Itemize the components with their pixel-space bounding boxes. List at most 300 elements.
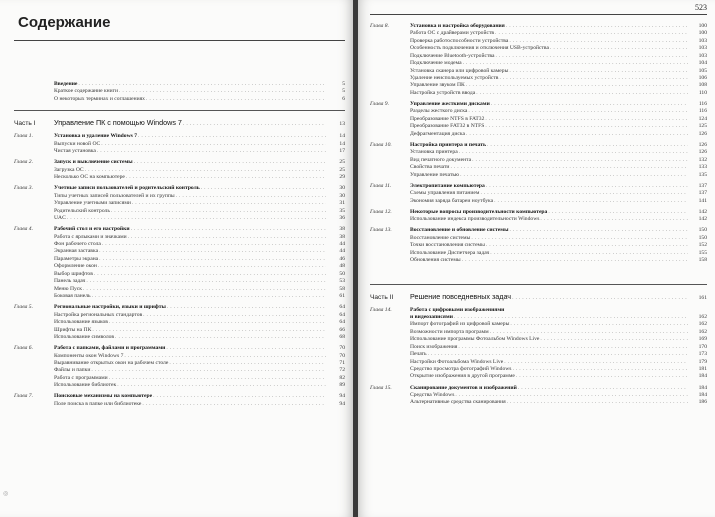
leader-dots: [428, 351, 688, 358]
toc-row: [14, 234, 345, 241]
entry-page: 53: [339, 278, 345, 285]
chapter-label: Глава 2.: [14, 159, 33, 166]
entry-title: Обновления системы: [410, 257, 461, 264]
entry-page: 184: [698, 392, 707, 399]
entry-title: Альтернативные средства сканирования: [410, 399, 506, 406]
entry-title: Использование символов: [54, 333, 115, 340]
entry-title: Схемы управления питанием: [410, 190, 480, 197]
entry-title: Проверка работоспособности устройства: [410, 37, 509, 44]
leader-dots: [92, 327, 326, 334]
entry-title: Экономия заряда батареи ноутбука: [410, 197, 494, 204]
entry-page: 25: [339, 166, 345, 173]
leader-dots: [459, 149, 688, 156]
leader-dots: [518, 385, 688, 392]
entry-title: Фон рабочего стола: [54, 241, 101, 248]
entry-page: 94: [339, 400, 345, 407]
entry-title: Шрифты на ПК: [54, 326, 92, 333]
entry-title: Использование индекса производительности Windows: [410, 216, 540, 223]
leader-dots: [86, 278, 326, 285]
toc-row: [370, 172, 707, 179]
leader-dots: [183, 121, 326, 127]
entry-title: Управление учетными записями: [54, 200, 131, 207]
part-heading: [14, 117, 345, 127]
entry-page: 61: [339, 293, 345, 300]
disc-icon: ◎: [3, 491, 9, 497]
entry-title: Региональные настройки, языки и шрифты: [54, 304, 166, 311]
entry-title: Поисковые механизмы на компьютере: [54, 393, 153, 400]
chapter-label: Глава 4.: [14, 226, 33, 233]
entry-page: 141: [698, 197, 707, 204]
entry-title: Восстановление системы: [410, 234, 471, 241]
toc-row: [14, 327, 345, 334]
entry-title: Восстановление и обновление системы: [410, 227, 509, 234]
entry-page: 68: [339, 333, 345, 340]
toc-row: [14, 174, 345, 181]
toc-row: [14, 148, 345, 155]
right-page: [358, 0, 715, 517]
toc-row: [370, 142, 707, 149]
entry-title: Оформление окон: [54, 263, 97, 270]
entry-page: 48: [339, 263, 345, 270]
entry-title: Работа с программами: [54, 374, 108, 381]
entry-title: Свойства печати: [410, 164, 450, 171]
leader-dots: [495, 53, 688, 60]
entry-title: Сканирование документов и изображений: [410, 384, 517, 391]
leader-dots: [98, 263, 326, 270]
leader-dots: [85, 167, 326, 174]
entry-title: Управление звуком ПК: [410, 82, 465, 89]
entry-title: Экранная заставка: [54, 248, 99, 255]
entry-page: 173: [698, 351, 707, 358]
toc-row: [14, 88, 345, 95]
part-label: Часть II: [370, 293, 394, 301]
toc-row: [370, 45, 707, 52]
entry-page: 66: [339, 326, 345, 333]
leader-dots: [78, 81, 326, 88]
entry-page: 110: [698, 89, 707, 96]
intro-section: [14, 81, 345, 103]
leader-dots: [463, 60, 688, 67]
toc-row: [14, 345, 345, 352]
entry-page: 100: [698, 30, 707, 37]
entry-title: Точки восстановления системы: [410, 242, 485, 249]
entry-title: Импорт фотографий из цифровой камеры: [410, 321, 510, 328]
toc-row: [370, 190, 707, 197]
toc-row: [370, 344, 707, 351]
leader-dots: [101, 141, 326, 148]
entry-title: Использование библиотек: [54, 382, 117, 389]
leader-dots: [506, 23, 688, 30]
entry-page: 152: [698, 242, 707, 249]
entry-title: Печать: [410, 351, 427, 358]
leader-dots: [134, 159, 326, 166]
entry-page: 105: [698, 67, 707, 74]
entry-page: 94: [339, 393, 345, 400]
chapter-label: Глава 12.: [370, 208, 392, 215]
entry-page: 103: [698, 52, 707, 59]
entry-title: Преобразование FAT32 в NTFS: [410, 123, 485, 130]
entry-page: 184: [698, 373, 707, 380]
leader-dots: [486, 242, 688, 249]
toc-row: [370, 321, 707, 328]
entry-page: 100: [698, 22, 707, 29]
toc-row: [14, 286, 345, 293]
toc-row: [14, 401, 345, 408]
entry-page: 70: [339, 345, 345, 352]
entry-title: Настройка устройств ввода: [410, 89, 476, 96]
entry-page: 162: [698, 328, 707, 335]
leader-dots: [486, 183, 688, 190]
leader-dots: [201, 185, 326, 192]
leader-dots: [97, 148, 326, 155]
entry-title: Родительский контроль: [54, 207, 110, 214]
leader-dots: [513, 366, 689, 373]
toc-row: [14, 185, 345, 192]
leader-dots: [92, 293, 326, 300]
entry-page: 38: [339, 233, 345, 240]
entry-page: 36: [339, 215, 345, 222]
toc-row: [370, 374, 707, 381]
leader-dots: [485, 123, 688, 130]
entry-title: Меню Пуск: [54, 285, 82, 292]
leader-dots: [146, 96, 326, 103]
toc-row: [370, 149, 707, 156]
chapter-label: Глава 5.: [14, 304, 33, 311]
leader-dots: [99, 256, 326, 263]
entry-title: Несколько ОС на компьютере: [54, 174, 125, 181]
leader-dots: [490, 250, 688, 257]
toc-row: [14, 319, 345, 326]
leader-dots: [462, 257, 688, 264]
entry-title: Управление жесткими дисками: [410, 101, 490, 108]
leader-dots: [550, 45, 688, 52]
entry-title: Работа ОС с драйверами устройств: [410, 30, 495, 37]
entry-page: 72: [339, 367, 345, 374]
toc-row: [370, 242, 707, 249]
entry-page: 142: [698, 208, 707, 215]
entry-page: 132: [698, 156, 707, 163]
toc-row: [14, 96, 345, 103]
entry-title: Настройки Фотоальбома Windows Live: [410, 358, 504, 365]
entry-title: Работа с папками, файлами и программами: [54, 345, 166, 352]
leader-dots: [509, 227, 688, 234]
entry-page: 181: [698, 366, 707, 373]
entry-page: 5: [342, 80, 345, 87]
entry-title: Загрузка ОС: [54, 166, 84, 173]
entry-title: Выбор шрифтов: [54, 270, 93, 277]
entry-page: 184: [698, 384, 707, 391]
leader-dots: [167, 304, 326, 311]
entry-page: 162: [698, 321, 707, 328]
entry-page: 14: [339, 133, 345, 140]
leader-dots: [458, 344, 688, 351]
entry-title: Вид печатного документа: [410, 156, 472, 163]
entry-page: 126: [698, 141, 707, 148]
toc-row: [370, 60, 707, 67]
toc-row: [370, 53, 707, 60]
entry-title: О некоторых терминах и соглашениях: [54, 95, 145, 102]
entry-title: Использование Диспетчера задач: [410, 249, 490, 256]
leader-dots: [460, 172, 688, 179]
entry-page: 82: [339, 374, 345, 381]
toc-row: [370, 68, 707, 75]
leader-dots: [128, 234, 326, 241]
chapter-list: [14, 133, 345, 408]
chapter-label: Глава 14.: [370, 306, 392, 313]
leader-dots: [504, 359, 688, 366]
leader-dots: [487, 142, 688, 149]
entry-title: Введение: [54, 80, 78, 87]
entry-title: UAC: [54, 215, 66, 222]
entry-page: 89: [339, 382, 345, 389]
entry-title: Электропитание компьютера: [410, 182, 485, 189]
entry-title: Установка и настройка оборудования: [410, 22, 505, 29]
toc-row: [14, 215, 345, 222]
toc-row: [370, 183, 707, 190]
entry-title: Средство просмотра фотографий Windows: [410, 366, 512, 373]
toc-row: [370, 400, 707, 407]
leader-dots: [540, 336, 688, 343]
toc-row: [14, 226, 345, 233]
leader-dots: [499, 75, 688, 82]
entry-page: 135: [698, 171, 707, 178]
leader-dots: [131, 226, 326, 233]
entry-title: Запуск и выключение системы: [54, 159, 133, 166]
toc-row: [14, 193, 345, 200]
entry-title: Дефрагментация диска: [410, 130, 465, 137]
entry-page: 170: [698, 343, 707, 350]
leader-dots: [466, 82, 688, 89]
entry-title: Управление печатью: [410, 171, 460, 178]
entry-title: Удаление неиспользуемых устройств: [410, 75, 499, 82]
toc-row: [370, 209, 707, 216]
part-heading: [370, 291, 707, 301]
entry-page: 38: [339, 226, 345, 233]
leader-dots: [126, 174, 326, 181]
leader-dots: [94, 271, 326, 278]
toc-row: [370, 101, 707, 108]
entry-page: 58: [339, 285, 345, 292]
entry-title: Подключение Bluetooth-устройства: [410, 52, 495, 59]
leader-dots: [494, 198, 688, 205]
leader-dots: [472, 157, 688, 164]
entry-page: 25: [339, 159, 345, 166]
entry-page: 44: [339, 241, 345, 248]
leader-dots: [510, 321, 688, 328]
entry-page: 44: [339, 248, 345, 255]
entry-page: 116: [698, 101, 707, 108]
entry-title: Преобразование NTFS в FAT32: [410, 115, 485, 122]
toc-row: [14, 312, 345, 319]
entry-page: 137: [698, 182, 707, 189]
page-number: 523: [370, 0, 707, 15]
toc-row: [370, 164, 707, 171]
entry-page: 103: [698, 37, 707, 44]
entry-page: 186: [698, 399, 707, 406]
leader-dots: [109, 375, 326, 382]
leader-dots: [111, 208, 326, 215]
entry-page: 142: [698, 216, 707, 223]
leader-dots: [124, 353, 326, 360]
leader-dots: [102, 241, 326, 248]
leader-dots: [507, 399, 688, 406]
chapter-list: [370, 307, 707, 407]
entry-title: Работа с цифровыми изображениями: [410, 306, 505, 313]
entry-title: Разделы жесткого диска: [410, 108, 468, 115]
entry-title: Параметры экрана: [54, 255, 99, 262]
leader-dots: [115, 334, 326, 341]
toc-row: [14, 304, 345, 311]
toc-row: [14, 353, 345, 360]
toc-row: [14, 334, 345, 341]
entry-title: Поле поиска в папке или библиотеке: [54, 400, 142, 407]
entry-page: 71: [339, 359, 345, 366]
chapter-label: Глава 9.: [370, 101, 389, 108]
leader-dots: [450, 164, 688, 171]
leader-dots: [67, 215, 326, 222]
entry-title: Использование программы Фотоальбом Windows Live: [410, 336, 540, 343]
entry-page: 104: [698, 60, 707, 67]
part-page: 13: [339, 121, 345, 128]
toc-row: [370, 109, 707, 116]
entry-page: 46: [339, 255, 345, 262]
page-title: Содержание: [18, 14, 111, 31]
toc-row: [14, 367, 345, 374]
toc-row: [370, 30, 707, 37]
entry-page: 150: [698, 234, 707, 241]
leader-dots: [509, 68, 688, 75]
entry-title: Чистая установка: [54, 148, 96, 155]
leader-dots: [99, 248, 326, 255]
entry-page: 30: [339, 185, 345, 192]
leader-dots: [166, 345, 326, 352]
part-page: 161: [698, 294, 707, 301]
leader-dots: [143, 312, 326, 319]
part-title: Управление ПК с помощью Windows 7: [54, 118, 182, 128]
leader-dots: [491, 101, 688, 108]
leader-dots: [138, 133, 326, 140]
entry-page: 162: [698, 313, 707, 320]
leader-dots: [476, 90, 688, 97]
left-page: [0, 0, 353, 517]
entry-title: Файлы и папки: [54, 367, 91, 374]
entry-page: 5: [342, 88, 345, 95]
leader-dots: [91, 367, 326, 374]
leader-dots: [455, 392, 688, 399]
entry-page: 50: [339, 270, 345, 277]
toc-row: [370, 75, 707, 82]
part-separator: [14, 110, 345, 111]
toc-row: [370, 250, 707, 257]
entry-page: 158: [698, 257, 707, 264]
toc-row: [370, 216, 707, 223]
entry-page: 126: [698, 130, 707, 137]
leader-dots: [540, 216, 688, 223]
entry-title: Настройка принтера и печать: [410, 141, 486, 148]
entry-title: Установка сканера или цифровой камеры: [410, 67, 509, 74]
toc-row: [370, 90, 707, 97]
chapter-label: Глава 7.: [14, 393, 33, 400]
toc-row: [370, 359, 707, 366]
toc-row: [14, 200, 345, 207]
leader-dots: [512, 295, 688, 301]
entry-title: Установка и удаление Windows 7: [54, 133, 137, 140]
toc-row: [14, 263, 345, 270]
entry-title: Поиск изображения: [410, 343, 458, 350]
toc-row: [14, 159, 345, 166]
entry-page: 137: [698, 190, 707, 197]
toc-row: [14, 393, 345, 400]
chapter-label: Глава 13.: [370, 227, 392, 234]
toc-row: [14, 241, 345, 248]
entry-page: 108: [698, 82, 707, 89]
entry-page: 17: [339, 148, 345, 155]
entry-page: 103: [698, 45, 707, 52]
leader-dots: [495, 30, 688, 37]
entry-page: 64: [339, 311, 345, 318]
entry-page: 126: [698, 149, 707, 156]
entry-title: Открытие изображения в другой программе: [410, 373, 515, 380]
entry-page: 150: [698, 227, 707, 234]
entry-page: 169: [698, 336, 707, 343]
toc-row: [14, 293, 345, 300]
chapter-label: Глава 15.: [370, 384, 392, 391]
chapter-list: [370, 23, 707, 265]
entry-title: Некоторые вопросы производительности компьютера: [410, 208, 548, 215]
toc-row: [14, 271, 345, 278]
entry-page: 6: [342, 95, 345, 102]
leader-dots: [516, 373, 688, 380]
entry-title: Типы учетных записей пользователей и их группы: [54, 192, 175, 199]
entry-page: 64: [339, 304, 345, 311]
entry-page: 14: [339, 140, 345, 147]
entry-title: Подключение модема: [410, 60, 462, 67]
toc-row: [370, 131, 707, 138]
chapter-label: Глава 10.: [370, 141, 392, 148]
entry-title: Боковая панель: [54, 293, 91, 300]
entry-title: Настройка региональных стандартов: [54, 311, 143, 318]
entry-page: 29: [339, 174, 345, 181]
toc-row: [14, 167, 345, 174]
entry-title: Учетные записи пользователей и родительский контроль: [54, 185, 200, 192]
leader-dots: [83, 286, 326, 293]
toc-row: [370, 198, 707, 205]
entry-page: 179: [698, 358, 707, 365]
entry-title: Краткое содержание книги: [54, 88, 118, 95]
entry-page: 125: [698, 123, 707, 130]
leader-dots: [132, 200, 326, 207]
entry-page: 70: [339, 352, 345, 359]
toc-row: [14, 382, 345, 389]
part-title: Решение повседневных задач: [410, 291, 512, 301]
leader-dots: [153, 393, 326, 400]
entry-title: Работа с ярлыками и значками: [54, 233, 127, 240]
toc-row: [14, 208, 345, 215]
toc-row: [14, 133, 345, 140]
leader-dots: [176, 193, 326, 200]
toc-row: [370, 336, 707, 343]
entry-title: Выравнивание открытых окон на рабочем столе: [54, 359, 169, 366]
toc-row: [370, 307, 707, 314]
toc-row: [370, 257, 707, 264]
leader-dots: [466, 131, 688, 138]
toc-row: [370, 227, 707, 234]
entry-title: Рабочий стол и его настройки: [54, 226, 130, 233]
toc-row: [370, 123, 707, 130]
toc-row: [14, 278, 345, 285]
entry-page: 116: [698, 108, 707, 115]
entry-page: 30: [339, 192, 345, 199]
